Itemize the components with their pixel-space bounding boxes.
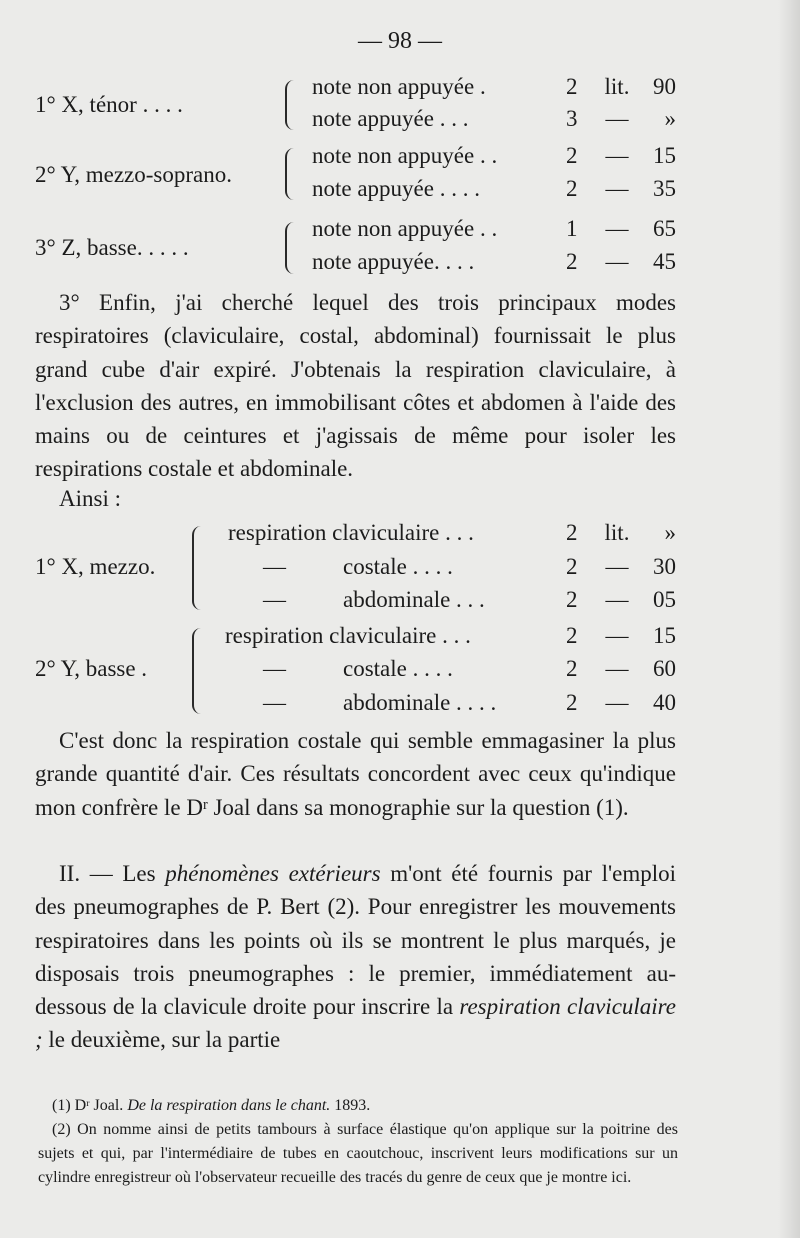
table-cell-whole: 2	[566, 520, 578, 545]
superscript: r	[202, 796, 208, 813]
table-row-desc: abdominale . . . .	[343, 690, 497, 715]
table-cell-decimal: 60	[653, 656, 676, 681]
table-cell-decimal: 35	[653, 176, 676, 201]
table-row-desc: costale . . . .	[343, 554, 453, 579]
table-row-desc: note non appuyée .	[312, 74, 486, 99]
paragraph-section-ii	[35, 857, 676, 1057]
table-cell-unit: —	[605, 216, 629, 241]
conclusion-text: C'est donc la respiration costale qui semble emmagasiner la plus grande quantité d'air. Ces résultats concordent avec ceux qu'indique mon confrère le D	[35, 728, 676, 820]
paragraph-text: 3° Enfin, j'ai cherché lequel des trois principaux modes respiratoires (claviculaire, costal, abdominal) fournissait le plus grand cube d'air expiré. J'obtenais la respiration claviculaire, à l'exclusion des autres, en immobilisant côtes et abdomen à l'aide des mains ou de ceintures et j'agissais de même pour isoler les respirations costale et abdominale.	[35, 290, 676, 482]
table-cell-decimal: 15	[653, 623, 676, 648]
table-cell-unit: lit.	[604, 74, 630, 99]
section-ii-start: II. — Les	[59, 861, 166, 886]
table-row-label: 2° Y, basse .	[35, 656, 148, 681]
table-cell-unit: —	[605, 587, 629, 612]
table-cell-unit: lit.	[604, 520, 630, 545]
ditto-dash: —	[263, 656, 286, 681]
table-row-desc: note non appuyée . .	[312, 216, 498, 241]
brace-icon	[192, 526, 203, 610]
table-cell-decimal: 15	[653, 143, 676, 168]
table-cell-whole: 2	[566, 656, 578, 681]
table-cell-decimal: »	[664, 520, 676, 545]
table-cell-whole: 2	[566, 690, 578, 715]
table-row-desc: note appuyée . . . .	[312, 176, 480, 201]
table-row-desc: respiration claviculaire . . .	[225, 623, 471, 648]
footnote-title: De la respiration dans le chant.	[127, 1097, 331, 1114]
table-row-desc: note appuyée . . .	[312, 106, 469, 131]
ditto-dash: —	[263, 690, 286, 715]
table-cell-unit: —	[605, 690, 629, 715]
page-edge-shadow	[778, 0, 800, 1238]
paragraph-conclusion	[35, 724, 676, 824]
footnote-1: (1) $D^r$ Joal. De la respiration dans le chant. 1893.	[52, 1097, 371, 1114]
table-cell-decimal: 05	[653, 587, 676, 612]
table-row-desc: costale . . . .	[343, 656, 453, 681]
table-cell-whole: 2	[566, 143, 578, 168]
table-cell-whole: 2	[566, 623, 578, 648]
table-row-label: 1° X, mezzo.	[35, 554, 156, 579]
table-row-desc: abdominale . . .	[343, 587, 485, 612]
section-ii-body: m'ont été fournis par l'emploi des pneumographes de P. Bert (2). Pour enregistrer les mouvements respiratoires dans les points où ils se montrent le plus marqués, je disposais trois pneumographes : le premier, immédiatement au-dessous de la clavicule droite pour inscrire la	[35, 861, 677, 1020]
table-cell-unit: —	[605, 176, 629, 201]
table-cell-decimal: »	[664, 106, 676, 131]
table-cell-decimal: 65	[653, 216, 676, 241]
brace-icon	[285, 222, 296, 274]
ditto-dash: —	[263, 587, 286, 612]
table-cell-unit: —	[605, 249, 629, 274]
table-row-label: 2° Y, mezzo-soprano.	[35, 162, 232, 187]
table-cell-unit: —	[605, 554, 629, 579]
table-cell-whole: 2	[566, 74, 578, 99]
table-row-label: 1° X, ténor . . . .	[35, 92, 183, 117]
table-cell-whole: 2	[566, 249, 578, 274]
table-row-desc: note non appuyée . .	[312, 143, 498, 168]
ainsi-label: Ainsi :	[59, 486, 121, 511]
section-ii-end: le deuxième, sur la partie	[42, 1027, 281, 1053]
table-cell-whole: 2	[566, 587, 578, 612]
table-cell-whole: 1	[566, 216, 578, 241]
table-row-desc: respiration claviculaire . . .	[228, 520, 474, 545]
ditto-dash: —	[263, 554, 286, 579]
section-ii-emphasis: phénomènes extérieurs	[165, 861, 381, 886]
table-cell-unit: —	[605, 143, 629, 168]
table-cell-unit: —	[605, 106, 629, 131]
table-cell-decimal: 30	[653, 554, 676, 579]
table-row-label: 3° Z, basse. . . . .	[35, 235, 189, 260]
paragraph-breathing-modes	[35, 286, 676, 486]
page-number: — 98 —	[358, 28, 442, 54]
table-cell-whole: 2	[566, 554, 578, 579]
brace-icon	[285, 80, 296, 130]
table-cell-unit: —	[605, 656, 629, 681]
brace-icon	[285, 148, 296, 200]
table-cell-whole: 3	[566, 106, 578, 131]
brace-icon	[192, 628, 203, 714]
table-cell-whole: 2	[566, 176, 578, 201]
footnote-2: (2) On nomme ainsi de petits tambours à surface élastique qu'on applique sur la poitrine des sujets et qui, par l'intermédiaire de tubes en caoutchouc, inscrivent leurs modifications sur un cylindre enregistreur où l'observateur recueille des tracés du genre de ceux que je montre ici.	[38, 1121, 678, 1186]
footnotes	[38, 1094, 678, 1190]
section-ii-emphasis-2: respiration claviculaire ;	[35, 994, 676, 1053]
table-cell-unit: —	[605, 623, 629, 648]
table-cell-decimal: 90	[653, 74, 676, 99]
table-cell-decimal: 40	[653, 690, 676, 715]
table-cell-decimal: 45	[653, 249, 676, 274]
table-row-desc: note appuyée. . . .	[312, 249, 475, 274]
conclusion-text-end: Joal dans sa monographie sur la question (1).	[207, 794, 629, 820]
